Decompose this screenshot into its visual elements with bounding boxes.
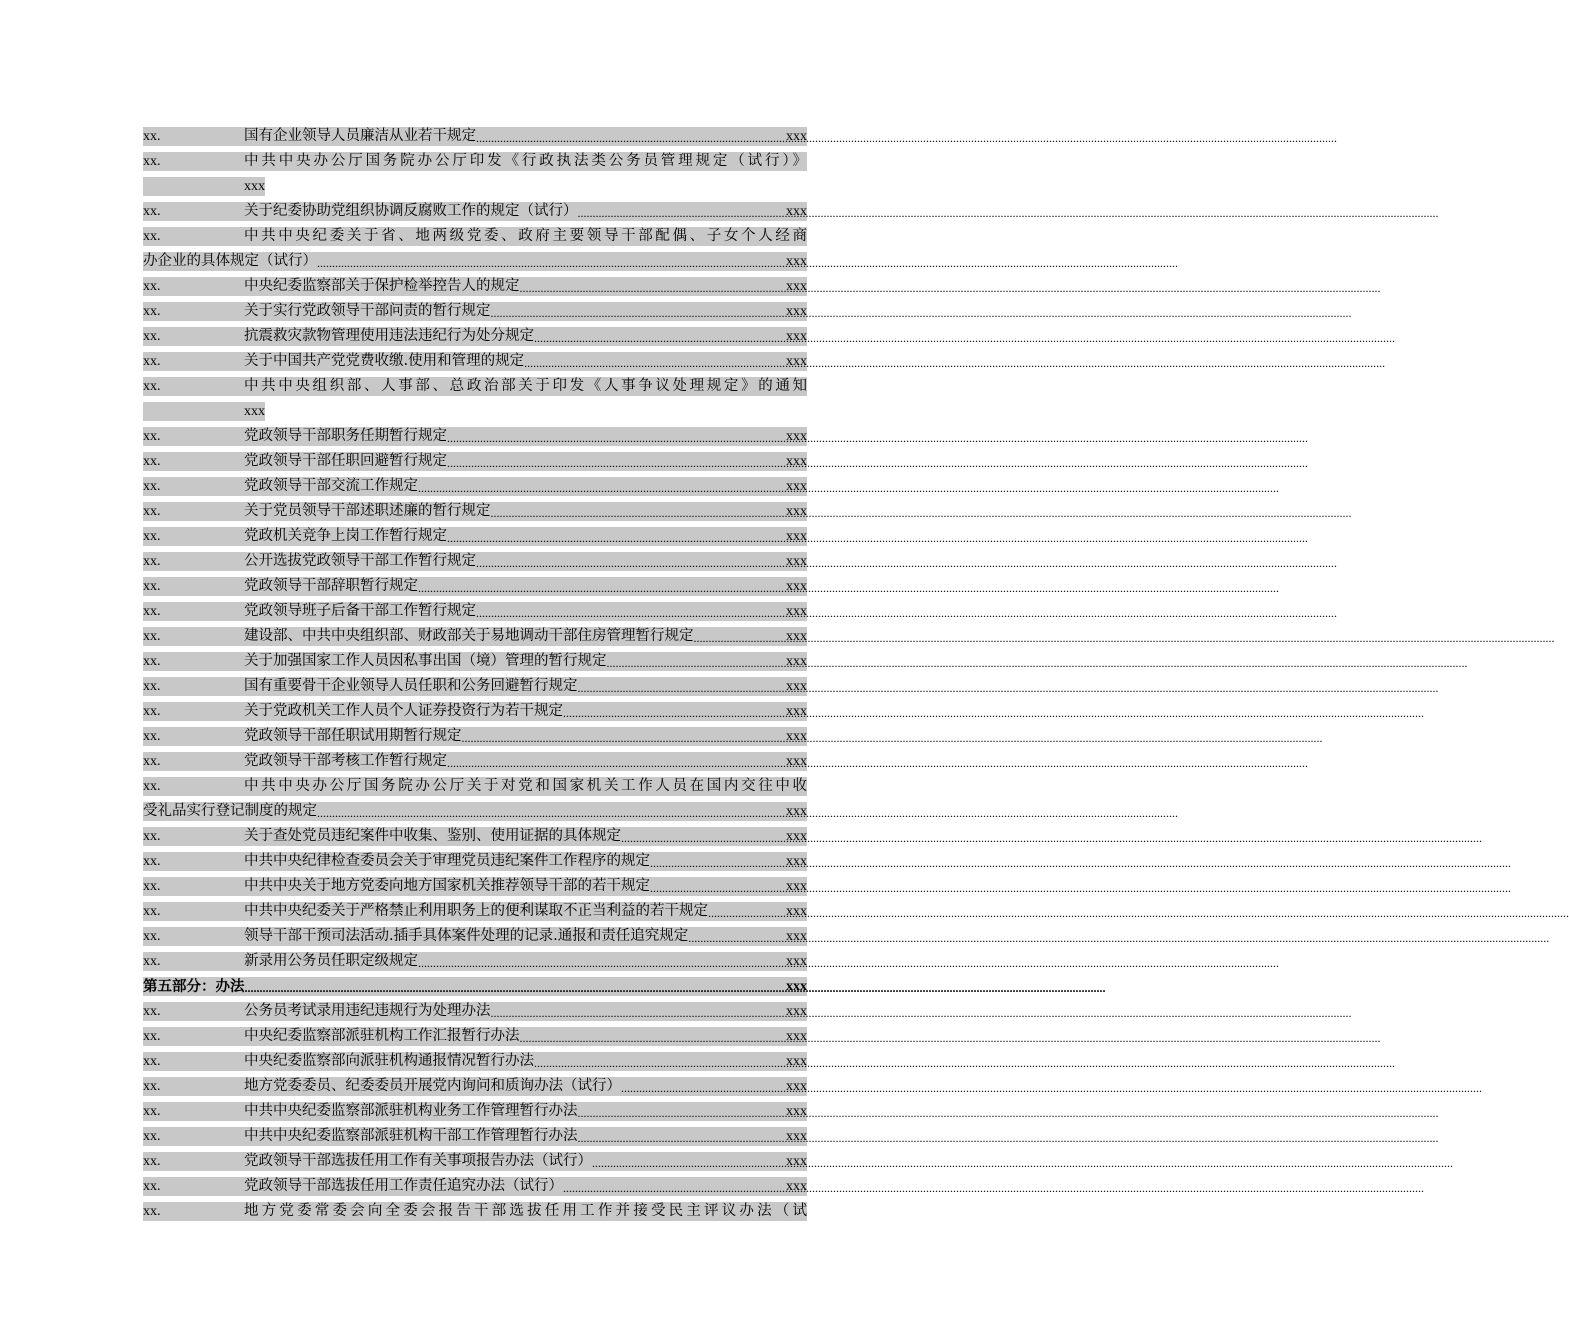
dot-leader bbox=[578, 1106, 787, 1121]
toc-entry-line bbox=[244, 352, 807, 371]
toc-row[interactable] bbox=[143, 874, 807, 899]
dot-leader bbox=[317, 806, 786, 821]
entry-number: xx. bbox=[143, 527, 244, 546]
toc-row[interactable] bbox=[143, 474, 807, 499]
toc-row[interactable] bbox=[143, 399, 807, 424]
entry-title: 关于纪委协助党组织协调反腐败工作的规定（试行） bbox=[244, 203, 578, 219]
entry-title: 党政领导干部职务任期暂行规定 bbox=[244, 428, 447, 444]
page-number: xxx bbox=[786, 604, 807, 619]
entry-title: 中共中央组织部、人事部、总政治部关于印发《人事争议处理规定》的通知 bbox=[244, 378, 807, 394]
toc-row[interactable] bbox=[143, 699, 807, 724]
toc-row[interactable] bbox=[143, 249, 807, 274]
dot-leader bbox=[476, 556, 786, 571]
dot-leader bbox=[607, 656, 787, 671]
toc-row[interactable] bbox=[143, 899, 807, 924]
entry-number: xx. bbox=[143, 577, 244, 596]
entry-title: 党政领导干部选拔任用工作有关事项报告办法（试行） bbox=[244, 1153, 592, 1169]
toc-entry-line bbox=[244, 677, 807, 696]
toc-entry-line bbox=[244, 1177, 807, 1196]
toc-row[interactable] bbox=[143, 1124, 807, 1149]
dot-leader bbox=[621, 831, 786, 846]
page-number: xxx bbox=[244, 404, 265, 419]
page-number: xxx bbox=[786, 704, 807, 719]
entry-title: 党政领导干部辞职暂行规定 bbox=[244, 578, 418, 594]
entry-title: 关于查处党员违纪案件中收集、鉴别、使用证据的具体规定 bbox=[244, 828, 621, 844]
dot-leader bbox=[491, 306, 787, 321]
page-number: xxx bbox=[786, 354, 807, 369]
toc-entry-line bbox=[143, 252, 807, 271]
entry-number: xx. bbox=[143, 277, 244, 296]
entry-number: xx. bbox=[143, 1127, 244, 1146]
entry-number: xx. bbox=[143, 602, 244, 621]
toc-row[interactable] bbox=[143, 449, 807, 474]
toc-row[interactable] bbox=[143, 149, 807, 174]
toc-row[interactable] bbox=[143, 324, 807, 349]
toc-row[interactable] bbox=[143, 174, 807, 199]
page-number: xxx bbox=[786, 1179, 807, 1194]
page-number: xxx bbox=[786, 454, 807, 469]
page-number: xxx bbox=[786, 929, 807, 944]
toc-entry-line bbox=[244, 727, 807, 746]
entry-title: 党政领导干部任职试用期暂行规定 bbox=[244, 728, 462, 744]
dot-leader bbox=[694, 631, 787, 646]
page-number: xxx bbox=[786, 554, 807, 569]
entry-title: 关于党政机关工作人员个人证券投资行为若干规定 bbox=[244, 703, 563, 719]
toc-row[interactable] bbox=[143, 374, 807, 399]
toc-entry-line bbox=[244, 602, 807, 621]
toc-row[interactable] bbox=[143, 774, 807, 799]
dot-leader bbox=[688, 931, 786, 946]
entry-title: 抗震救灾款物管理使用违法违纪行为处分规定 bbox=[244, 328, 534, 344]
toc-row[interactable] bbox=[143, 1049, 807, 1074]
dot-leader bbox=[563, 1181, 786, 1196]
entry-number: xx. bbox=[143, 552, 244, 571]
toc-entry-line bbox=[244, 652, 807, 671]
toc-entry-line bbox=[244, 702, 807, 721]
entry-title: 关于加强国家工作人员因私事出国（境）管理的暂行规定 bbox=[244, 653, 607, 669]
toc-row[interactable] bbox=[143, 799, 807, 824]
toc-row[interactable] bbox=[143, 524, 807, 549]
entry-number: xx. bbox=[143, 1202, 244, 1221]
dot-leader bbox=[534, 331, 786, 346]
toc-row[interactable] bbox=[143, 424, 807, 449]
toc-row[interactable] bbox=[143, 599, 807, 624]
toc-row[interactable] bbox=[143, 124, 807, 149]
entry-title: 中共中央纪委关于省、地两级党委、政府主要领导干部配偶、子女个人经商 bbox=[244, 228, 807, 244]
entry-title: 党政领导班子后备干部工作暂行规定 bbox=[244, 603, 476, 619]
continuation-indent bbox=[143, 177, 244, 196]
toc-row[interactable] bbox=[143, 1099, 807, 1124]
entry-number: xx. bbox=[143, 1002, 244, 1021]
page-number: xxx bbox=[786, 254, 807, 269]
toc-entry-line bbox=[244, 827, 807, 846]
toc-entry-line bbox=[244, 202, 807, 221]
toc-entry-line bbox=[244, 852, 807, 871]
page-number: xxx bbox=[786, 829, 807, 844]
entry-title: 中共中央纪委关于严格禁止利用职务上的便利谋取不正当利益的若干规定 bbox=[244, 903, 708, 919]
toc-row[interactable] bbox=[143, 749, 807, 774]
toc-entry-line bbox=[244, 502, 807, 521]
entry-title: 国有企业领导人员廉洁从业若干规定 bbox=[244, 128, 476, 144]
page-number: xxx bbox=[786, 1154, 807, 1169]
page-number: xxx bbox=[786, 479, 807, 494]
entry-title: 中共中央纪委监察部派驻机构业务工作管理暂行办法 bbox=[244, 1103, 578, 1119]
dot-leader bbox=[524, 356, 786, 371]
page-number: xxx bbox=[786, 679, 807, 694]
toc-row[interactable] bbox=[143, 849, 807, 874]
page-number: xxx bbox=[786, 979, 807, 994]
dot-leader bbox=[708, 906, 786, 921]
entry-title: 党政领导干部交流工作规定 bbox=[244, 478, 418, 494]
page-number: xxx bbox=[786, 279, 807, 294]
page-number: xxx bbox=[786, 954, 807, 969]
toc-row[interactable] bbox=[143, 624, 807, 649]
page-number: xxx bbox=[786, 1029, 807, 1044]
page-number: xxx bbox=[244, 179, 265, 194]
toc-row[interactable] bbox=[143, 299, 807, 324]
dot-leader bbox=[592, 1156, 786, 1171]
dot-leader bbox=[418, 581, 786, 596]
entry-title: 地方党委常委会向全委会报告干部选拔任用工作并接受民主评议办法（试 bbox=[244, 1203, 807, 1219]
entry-number: xx. bbox=[143, 1027, 244, 1046]
page-number: xxx bbox=[786, 529, 807, 544]
page-number: xxx bbox=[786, 1054, 807, 1069]
toc-entry-line bbox=[244, 1027, 807, 1046]
entry-title: 关于党员领导干部述职述廉的暂行规定 bbox=[244, 503, 491, 519]
entry-title: 国有重要骨干企业领导人员任职和公务回避暂行规定 bbox=[244, 678, 578, 694]
entry-title: 党政领导干部选拔任用工作责任追究办法（试行） bbox=[244, 1178, 563, 1194]
dot-leader bbox=[621, 1081, 786, 1096]
entry-number: xx. bbox=[143, 927, 244, 946]
dot-leader bbox=[578, 1131, 787, 1146]
toc-entry-line bbox=[244, 327, 807, 346]
entry-title: 受礼品实行登记制度的规定 bbox=[143, 803, 317, 819]
entry-number: xx. bbox=[143, 327, 244, 346]
dot-leader bbox=[476, 606, 786, 621]
toc-entry-line bbox=[244, 877, 807, 896]
entry-title: 公开选拔党政领导干部工作暂行规定 bbox=[244, 553, 476, 569]
table-of-contents bbox=[143, 124, 807, 1224]
toc-row[interactable] bbox=[143, 1024, 807, 1049]
toc-row[interactable] bbox=[143, 349, 807, 374]
page-number: xxx bbox=[786, 804, 807, 819]
dot-leader bbox=[534, 1056, 786, 1071]
toc-entry-line bbox=[244, 277, 807, 296]
entry-number: xx. bbox=[143, 752, 244, 771]
entry-number: xx. bbox=[143, 302, 244, 321]
entry-number: xx. bbox=[143, 827, 244, 846]
toc-row[interactable] bbox=[143, 999, 807, 1024]
entry-number: xx. bbox=[143, 202, 244, 221]
toc-entry-line bbox=[244, 127, 807, 146]
toc-row[interactable] bbox=[143, 1074, 807, 1099]
page-number: xxx bbox=[786, 204, 807, 219]
page-number: xxx bbox=[786, 1079, 807, 1094]
toc-entry-line bbox=[244, 1052, 807, 1071]
entry-title: 办企业的具体规定（试行） bbox=[143, 253, 317, 269]
toc-row[interactable] bbox=[143, 574, 807, 599]
toc-row[interactable] bbox=[143, 824, 807, 849]
entry-number: xx. bbox=[143, 377, 244, 396]
entry-number: xx. bbox=[143, 777, 244, 796]
entry-number: xx. bbox=[143, 1052, 244, 1071]
entry-number: xx. bbox=[143, 1177, 244, 1196]
toc-row[interactable] bbox=[143, 674, 807, 699]
dot-leader bbox=[491, 1006, 787, 1021]
toc-row[interactable] bbox=[143, 1199, 807, 1224]
entry-title: 党政领导干部考核工作暂行规定 bbox=[244, 753, 447, 769]
toc-entry-line bbox=[244, 1127, 807, 1146]
toc-row[interactable] bbox=[143, 274, 807, 299]
dot-leader bbox=[578, 681, 787, 696]
page-number: xxx bbox=[786, 1004, 807, 1019]
page-number: xxx bbox=[786, 754, 807, 769]
entry-number: xx. bbox=[143, 427, 244, 446]
entry-number: xx. bbox=[143, 352, 244, 371]
entry-title: 关于中国共产党党费收缴.使用和管理的规定 bbox=[244, 353, 525, 369]
toc-row[interactable] bbox=[143, 924, 807, 949]
toc-entry-line bbox=[244, 552, 807, 571]
dot-leader bbox=[418, 481, 786, 496]
page-number: xxx bbox=[786, 1129, 807, 1144]
toc-entry-line bbox=[244, 302, 807, 321]
entry-number: xx. bbox=[143, 627, 244, 646]
entry-number: xx. bbox=[143, 952, 244, 971]
dot-leader bbox=[650, 856, 786, 871]
toc-entry-line bbox=[244, 427, 807, 446]
dot-leader bbox=[520, 281, 787, 296]
entry-title: 建设部、中共中央组织部、财政部关于易地调动干部住房管理暂行规定 bbox=[244, 628, 694, 644]
toc-entry-line bbox=[244, 452, 807, 471]
entry-title: 党政机关竞争上岗工作暂行规定 bbox=[244, 528, 447, 544]
entry-title: 中央纪委监察部派驻机构工作汇报暂行办法 bbox=[244, 1028, 520, 1044]
page-number: xxx bbox=[786, 579, 807, 594]
page-number: xxx bbox=[786, 504, 807, 519]
dot-leader bbox=[578, 206, 787, 221]
toc-entry-line bbox=[244, 527, 807, 546]
page-number: xxx bbox=[786, 854, 807, 869]
toc-row[interactable] bbox=[143, 724, 807, 749]
toc-entry-line bbox=[244, 952, 807, 971]
toc-row[interactable] bbox=[143, 1174, 807, 1199]
entry-number: xx. bbox=[143, 127, 244, 146]
page-number: xxx bbox=[786, 304, 807, 319]
page-number: xxx bbox=[786, 429, 807, 444]
entry-title: 中央纪委监察部向派驻机构通报情况暂行办法 bbox=[244, 1053, 534, 1069]
dot-leader bbox=[447, 531, 786, 546]
section-heading bbox=[143, 977, 807, 996]
entry-number: xx. bbox=[143, 652, 244, 671]
toc-entry-line bbox=[244, 902, 807, 921]
toc-entry-line bbox=[244, 1102, 807, 1121]
toc-row[interactable] bbox=[143, 649, 807, 674]
entry-title: 中共中央办公厅国务院办公厅印发《行政执法类公务员管理规定（试行）》 bbox=[244, 153, 807, 169]
page-number: xxx bbox=[786, 904, 807, 919]
page-number: xxx bbox=[786, 1104, 807, 1119]
entry-title: 中共中央纪律检查委员会关于审理党员违纪案件工作程序的规定 bbox=[244, 853, 650, 869]
page-number: xxx bbox=[786, 729, 807, 744]
toc-entry-line bbox=[244, 752, 807, 771]
dot-leader bbox=[650, 881, 786, 896]
dot-leader bbox=[245, 981, 787, 996]
toc-entry-line bbox=[244, 927, 807, 946]
entry-title: 公务员考试录用违纪违规行为处理办法 bbox=[244, 1003, 491, 1019]
entry-title: 中共中央纪委监察部派驻机构干部工作管理暂行办法 bbox=[244, 1128, 578, 1144]
dot-leader bbox=[563, 706, 786, 721]
toc-row[interactable] bbox=[143, 549, 807, 574]
page-number: xxx bbox=[786, 879, 807, 894]
dot-leader bbox=[447, 431, 786, 446]
toc-row[interactable] bbox=[143, 199, 807, 224]
entry-number: xx. bbox=[143, 677, 244, 696]
toc-row[interactable] bbox=[143, 949, 807, 974]
dot-leader bbox=[491, 506, 787, 521]
entry-title: 地方党委委员、纪委委员开展党内询问和质询办法（试行） bbox=[244, 1078, 621, 1094]
entry-title: 中共中央办公厅国务院办公厅关于对党和国家机关工作人员在国内交往中收 bbox=[244, 778, 807, 794]
entry-number: xx. bbox=[143, 452, 244, 471]
page-number: xxx bbox=[786, 329, 807, 344]
toc-entry-line bbox=[244, 1002, 807, 1021]
entry-title: 新录用公务员任职定级规定 bbox=[244, 953, 418, 969]
dot-leader bbox=[447, 756, 786, 771]
entry-title: 党政领导干部任职回避暂行规定 bbox=[244, 453, 447, 469]
entry-number: xx. bbox=[143, 902, 244, 921]
toc-row[interactable] bbox=[143, 1149, 807, 1174]
dot-leader bbox=[520, 1031, 787, 1046]
entry-number: xx. bbox=[143, 1077, 244, 1096]
entry-number: xx. bbox=[143, 727, 244, 746]
continuation-indent bbox=[143, 402, 244, 421]
toc-entry-line bbox=[244, 477, 807, 496]
entry-title: 中共中央关于地方党委向地方国家机关推荐领导干部的若干规定 bbox=[244, 878, 650, 894]
toc-row[interactable] bbox=[143, 499, 807, 524]
dot-leader bbox=[418, 956, 786, 971]
toc-entry-line bbox=[244, 1152, 807, 1171]
entry-number: xx. bbox=[143, 877, 244, 896]
entry-number: xx. bbox=[143, 852, 244, 871]
toc-row[interactable] bbox=[143, 224, 807, 249]
dot-leader bbox=[462, 731, 787, 746]
entry-number: xx. bbox=[143, 502, 244, 521]
entry-title: 第五部分：办法 bbox=[143, 978, 245, 995]
toc-entry-line bbox=[244, 627, 807, 646]
page-number: xxx bbox=[786, 629, 807, 644]
page-number: xxx bbox=[786, 129, 807, 144]
page-number: xxx bbox=[786, 654, 807, 669]
toc-entry-line bbox=[244, 1077, 807, 1096]
dot-leader bbox=[317, 256, 786, 271]
toc-entry-line bbox=[143, 802, 807, 821]
entry-number: xx. bbox=[143, 227, 244, 246]
entry-number: xx. bbox=[143, 477, 244, 496]
entry-title: 中央纪委监察部关于保护检举控告人的规定 bbox=[244, 278, 520, 294]
entry-number: xx. bbox=[143, 152, 244, 171]
entry-number: xx. bbox=[143, 1102, 244, 1121]
toc-row[interactable] bbox=[143, 974, 807, 999]
entry-number: xx. bbox=[143, 1152, 244, 1171]
entry-title: 关于实行党政领导干部问责的暂行规定 bbox=[244, 303, 491, 319]
dot-leader bbox=[447, 456, 786, 471]
entry-title: 领导干部干预司法活动.插手具体案件处理的记录.通报和责任追究规定 bbox=[244, 928, 689, 944]
entry-number: xx. bbox=[143, 702, 244, 721]
dot-leader bbox=[476, 131, 786, 146]
toc-entry-line bbox=[244, 577, 807, 596]
